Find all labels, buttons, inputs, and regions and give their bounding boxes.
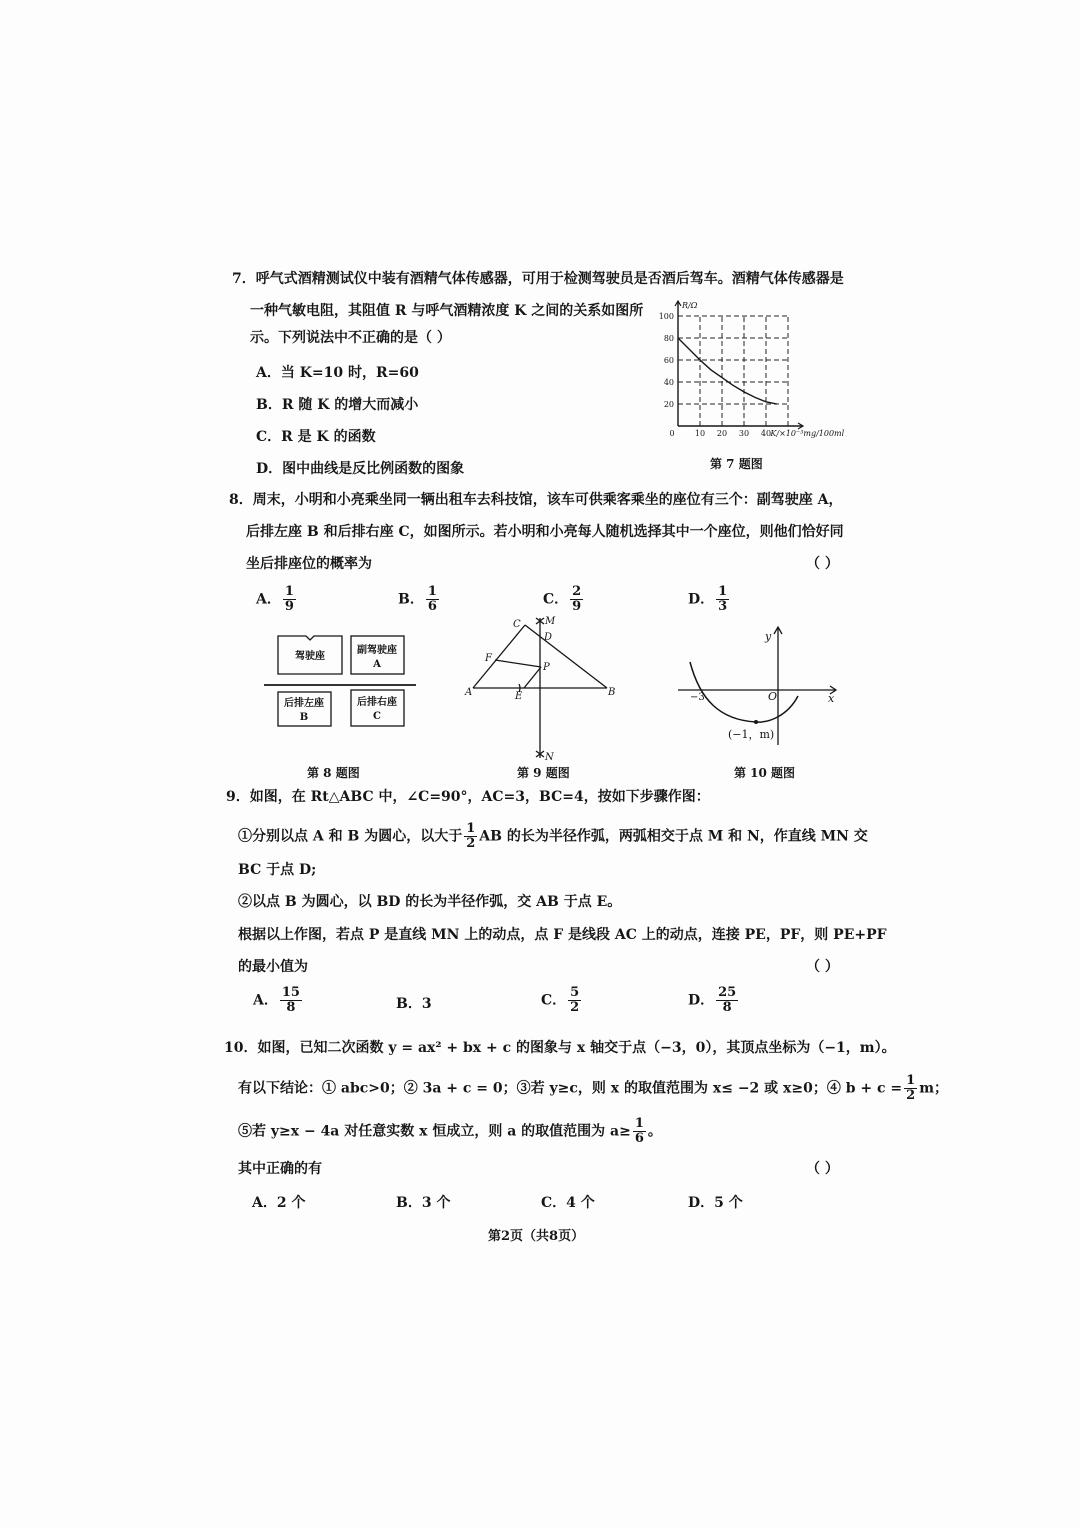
- q8-option-d-den: 3: [718, 599, 728, 614]
- q7-line2: 一种气敏电阻，其阻值 R 与呼气酒精浓度 K 之间的关系如图所: [250, 303, 644, 319]
- page-footer: 第2页（共8页）: [488, 1229, 585, 1244]
- q10-option-d: D．5 个: [688, 1195, 743, 1211]
- rear-left-seat-letter: B: [299, 712, 309, 723]
- vertex-label: (−1，m): [728, 728, 775, 741]
- x-tick-0: 0: [669, 429, 675, 438]
- label-d: D: [544, 632, 553, 643]
- q9-step1-den: 2: [466, 836, 476, 851]
- q8-option-c-den: 9: [572, 599, 582, 614]
- q10-line3: [238, 1117, 662, 1146]
- q8-option-a-den: 9: [284, 599, 294, 614]
- q9-step1-pre: ①分别以点 A 和 B 为圆心，以大于: [238, 828, 463, 845]
- q8-seat-figure: [258, 630, 428, 735]
- q9-option-d-num: 25: [718, 985, 737, 1000]
- q9-step1-post: AB 的长为半径作弧，两弧相交于点 M 和 N，作直线 MN 交: [479, 828, 868, 845]
- x-tick-30: 30: [738, 429, 750, 438]
- q9-option-c-label: C．: [541, 992, 567, 1009]
- y-axis-label: R/Ω: [682, 301, 698, 310]
- q8-option-a: [256, 585, 298, 614]
- q9-option-a-den: 8: [286, 1000, 296, 1015]
- x-axis-label: K/×10⁻³mg/100ml: [770, 429, 845, 438]
- label-n: N: [545, 752, 554, 763]
- q9-triangle-figure: [455, 610, 630, 765]
- q10-option-b: B．3 个: [396, 1195, 451, 1211]
- q10-line3-post: 。: [647, 1123, 662, 1140]
- q9-option-a-num: 15: [281, 985, 300, 1000]
- q7-caption: 第 7 题图: [710, 457, 763, 471]
- q10-line2-post: m；: [919, 1080, 949, 1097]
- q10-line3-pre: ⑤若 y≥x − 4a 对任意实数 x 恒成立，则 a 的取值范围为 a≥: [238, 1123, 631, 1140]
- q8-line1: 8．周末，小明和小亮乘坐同一辆出租车去科技馆，该车可供乘客乘坐的座位有三个：副驾驶座 A，: [229, 492, 843, 508]
- q8-option-c-num: 2: [572, 584, 582, 599]
- label-b: B: [608, 687, 616, 698]
- q9-option-c: [541, 986, 583, 1015]
- q9-line1: 9．如图，在 Rt△ABC 中，∠C=90°，AC=3，BC=4，按如下步骤作图：: [226, 789, 710, 805]
- q8-option-a-num: 1: [284, 584, 294, 599]
- q10-caption: 第 10 题图: [734, 766, 796, 780]
- q8-option-d-num: 1: [718, 584, 728, 599]
- rear-right-seat-label: 后排右座: [357, 697, 397, 708]
- rear-left-seat-label: 后排左座: [284, 698, 324, 709]
- q9-answer-paren: （ ）: [806, 959, 839, 975]
- y-axis-label: y: [765, 630, 772, 643]
- y-tick-100: 100: [658, 312, 674, 321]
- q7-option-d: D．图中曲线是反比例函数的图象: [256, 461, 465, 477]
- label-p: P: [543, 662, 550, 673]
- y-tick-20: 20: [663, 400, 674, 409]
- q9-option-d-label: D．: [688, 992, 715, 1009]
- q8-option-d: [688, 585, 731, 614]
- q9-caption: 第 9 题图: [517, 766, 570, 780]
- q9-option-a-label: A．: [253, 992, 278, 1009]
- segment-pe: [524, 667, 541, 688]
- q10-line3-den: 6: [634, 1131, 644, 1146]
- q7-option-a: A．当 K=10 时，R=60: [256, 365, 419, 381]
- label-m: M: [545, 616, 556, 627]
- q8-line3: 坐后排座位的概率为: [246, 556, 372, 572]
- q10-line2-num: 1: [906, 1073, 916, 1088]
- q8-answer-paren: （ ）: [806, 556, 839, 572]
- q9-step1: [238, 822, 868, 851]
- q10-option-a: A．2 个: [252, 1195, 306, 1211]
- q10-line4: 其中正确的有: [238, 1161, 322, 1177]
- q7-option-b: B．R 随 K 的增大而减小: [256, 397, 419, 413]
- q8-line2: 后排左座 B 和后排右座 C，如图所示。若小明和小亮每人随机选择其中一个座位，则他们恰好同: [246, 524, 844, 540]
- y-tick-60: 60: [663, 356, 674, 365]
- x-axis-label: x: [828, 692, 835, 705]
- q9-line5: 根据以上作图，若点 P 是直线 MN 上的动点，点 F 是线段 AC 上的动点，连接 PE，PF，则 PE+PF: [238, 927, 887, 943]
- q9-option-a: [253, 986, 304, 1015]
- y-tick-80: 80: [663, 334, 674, 343]
- q7-chart: [640, 296, 860, 446]
- segment-fp: [495, 660, 541, 667]
- label-e: E: [515, 691, 523, 702]
- root-neg3-label: −3: [690, 692, 705, 703]
- origin-label: O: [768, 690, 778, 703]
- label-a: A: [465, 687, 473, 698]
- q10-option-c: C．4 个: [541, 1195, 595, 1211]
- q9-option-b: B．3: [396, 996, 432, 1012]
- side-ac: [473, 625, 525, 688]
- side-cb: [525, 625, 607, 688]
- q10-line2: [238, 1074, 948, 1103]
- q8-option-b-den: 6: [427, 599, 437, 614]
- vertex-point: [754, 720, 758, 724]
- q8-option-a-label: A．: [256, 591, 281, 608]
- q8-option-c-label: C．: [543, 591, 569, 608]
- q8-option-b: [398, 585, 441, 614]
- q9-step1-line2: BC 于点 D;: [238, 862, 317, 878]
- q8-option-b-label: B．: [398, 591, 424, 608]
- q7-line3: 示。下列说法中不正确的是（ ）: [250, 330, 451, 346]
- q7-line1: 7．呼气式酒精测试仪中装有酒精气体传感器，可用于检测驾驶员是否酒后驾车。酒精气体传感器是: [232, 271, 844, 287]
- q9-option-c-den: 2: [570, 1000, 580, 1015]
- q9-option-d-den: 8: [722, 1000, 732, 1015]
- label-f: F: [485, 653, 492, 664]
- rear-right-seat-letter: C: [373, 711, 381, 722]
- q10-line1: 10．如图，已知二次函数 y = ax² + bx + c 的图象与 x 轴交于点（−3，0），其顶点坐标为（−1，m）。: [224, 1040, 896, 1056]
- front-passenger-seat-label: 副驾驶座: [357, 645, 397, 656]
- q8-option-d-label: D．: [688, 591, 715, 608]
- driver-seat-label: 驾驶座: [295, 651, 325, 662]
- q9-step1-num: 1: [466, 821, 476, 836]
- x-tick-10: 10: [694, 429, 706, 438]
- q9-step2: ②以点 B 为圆心，以 BD 的长为半径作弧，交 AB 于点 E。: [238, 894, 622, 910]
- q10-line3-num: 1: [634, 1116, 644, 1131]
- q9-option-c-num: 5: [570, 985, 580, 1000]
- q9-line6: 的最小值为: [238, 959, 308, 975]
- y-tick-40: 40: [663, 378, 674, 387]
- parabola-curve: [690, 662, 798, 722]
- q10-parabola-figure: [670, 620, 850, 755]
- x-tick-20: 20: [716, 429, 728, 438]
- q10-line2-pre: 有以下结论：① abc>0；② 3a + c = 0；③若 y≥c，则 x 的取值范围为 x≤ −2 或 x≥0；④ b + c =: [238, 1080, 903, 1097]
- q8-caption: 第 8 题图: [307, 766, 360, 780]
- q10-answer-paren: （ ）: [806, 1161, 839, 1177]
- q7-option-c: C．R 是 K 的函数: [256, 429, 376, 445]
- x-tick-40: 40: [760, 429, 772, 438]
- q10-line2-den: 2: [906, 1088, 916, 1103]
- front-passenger-seat-letter: A: [373, 659, 381, 670]
- series-curve: [678, 338, 777, 404]
- label-c: C: [513, 619, 521, 630]
- q9-option-d: [688, 986, 740, 1015]
- q8-option-b-num: 1: [427, 584, 437, 599]
